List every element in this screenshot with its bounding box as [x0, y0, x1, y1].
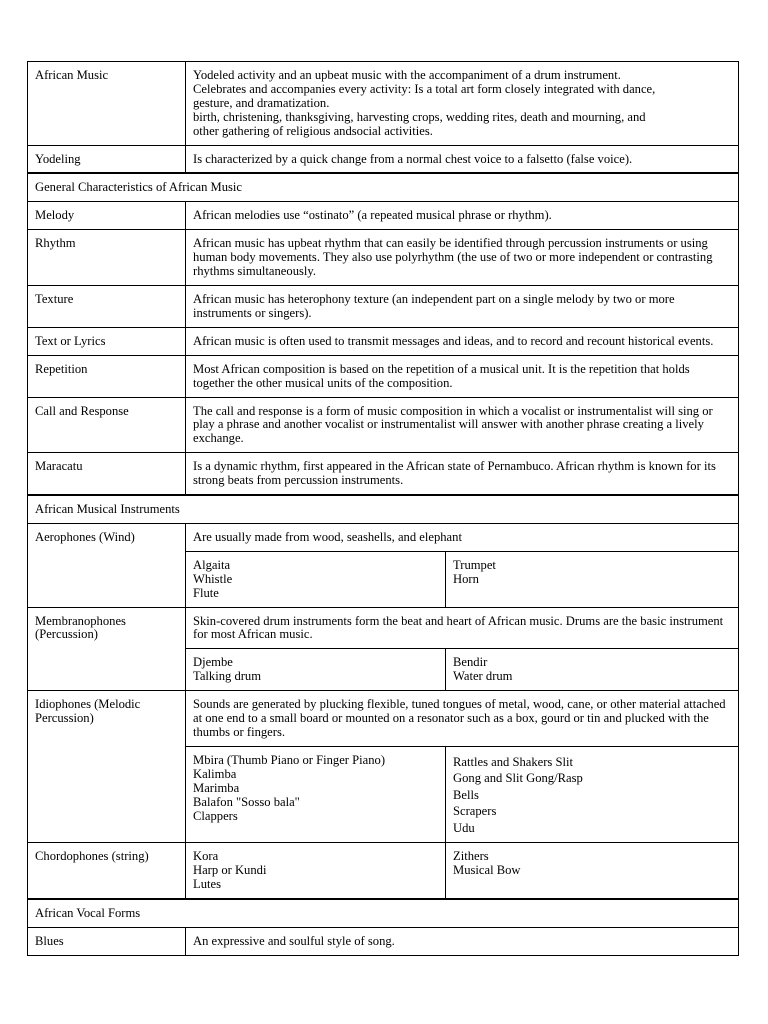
- instrument-name: Mbira (Thumb Piano or Finger Piano): [193, 752, 386, 767]
- row-yodeling: [28, 145, 739, 173]
- definition-line: birth, christening, thanksgiving, harvesting crops, wedding rites, death and mourning, and: [193, 109, 646, 124]
- term-cell: Membranophones (Percussion): [28, 607, 186, 691]
- definition-cell: African music is often used to transmit messages and ideas, and to record and recount historical events.: [186, 327, 739, 355]
- instrument-name: Whistle: [193, 571, 233, 586]
- examples-right: [446, 843, 738, 898]
- instrument-name: Talking drum: [193, 669, 262, 684]
- instrument-name: Gong and Slit Gong/Rasp: [453, 771, 583, 786]
- definition-cell: [186, 843, 739, 899]
- row-call-response: [28, 397, 739, 453]
- examples-left: [186, 649, 446, 690]
- instrument-description: Sounds are generated by plucking flexible, tuned tongues of metal, wood, cane, or other material attached at one end to a small board or mounted on a resonator such as a box, gourd or tin and plucked with the thumbs or fingers.: [193, 697, 726, 739]
- section-header-row: [28, 899, 739, 927]
- definition-line: Celebrates and accompanies every activity: Is a total art form closely integrated with dance,: [193, 81, 656, 96]
- row-aerophones: [28, 523, 739, 607]
- term-cell: Yodeling: [28, 145, 186, 173]
- music-notes-table: [27, 61, 739, 956]
- row-idiophones: [28, 691, 739, 843]
- examples-right: [446, 649, 738, 690]
- section-header-row: [28, 495, 739, 523]
- instrument-examples: [186, 648, 738, 690]
- definition-cell: [186, 62, 739, 146]
- definition-line: gesture, and dramatization.: [193, 95, 330, 110]
- term-cell: Maracatu: [28, 453, 186, 495]
- instrument-name: Lutes: [193, 877, 221, 892]
- examples-right: [446, 747, 738, 843]
- section-heading: African Vocal Forms: [28, 899, 739, 927]
- instrument-name: Bells: [453, 787, 479, 802]
- row-blues: [28, 928, 739, 956]
- instrument-name: Kalimba: [193, 766, 237, 781]
- instrument-examples: [186, 843, 738, 898]
- term-cell: Repetition: [28, 355, 186, 397]
- term-cell: Aerophones (Wind): [28, 523, 186, 607]
- instrument-name: Trumpet: [453, 557, 496, 572]
- instrument-name: Balafon "Sosso bala": [193, 794, 300, 809]
- section-heading: General Characteristics of African Music: [28, 173, 739, 201]
- definition-cell: African melodies use “ostinato” (a repeated musical phrase or rhythm).: [186, 202, 739, 230]
- row-rhythm: [28, 230, 739, 286]
- term-cell: Texture: [28, 285, 186, 327]
- definition-cell: African music has upbeat rhythm that can easily be identified through percussion instruments or using human body movements. They also use polyrhythm (the use of two or more independent or contrasting rhythms simultaneously.: [186, 230, 739, 286]
- definition-cell: African music has heterophony texture (an independent part on a single melody by two or more instruments or singers).: [186, 285, 739, 327]
- definition-line: Yodeled activity and an upbeat music with the accompaniment of a drum instrument.: [193, 68, 621, 82]
- examples-right: [446, 552, 738, 607]
- instrument-name: Bendir: [453, 655, 488, 670]
- definition-cell: The call and response is a form of music composition in which a vocalist or instrumentalist will sing or play a phrase and another vocalist or instrumentalist will answer with another phrase creating a lively exchange.: [186, 397, 739, 453]
- section-header-row: [28, 173, 739, 201]
- instrument-examples: [186, 551, 738, 607]
- instrument-name: Flute: [193, 585, 219, 600]
- term-cell: Idiophones (Melodic Percussion): [28, 691, 186, 843]
- instrument-name: Marimba: [193, 780, 240, 795]
- instrument-description: Are usually made from wood, seashells, and elephant: [193, 529, 462, 544]
- definition-cell: [186, 607, 739, 691]
- term-cell: Blues: [28, 928, 186, 956]
- definition-cell: Most African composition is based on the repetition of a musical unit. It is the repetition that holds together the other musical units of the composition.: [186, 355, 739, 397]
- instrument-name: Musical Bow: [453, 863, 521, 878]
- examples-left: [186, 747, 446, 843]
- definition-cell: An expressive and soulful style of song.: [186, 928, 739, 956]
- instrument-name: Harp or Kundi: [193, 863, 267, 878]
- term-cell: Chordophones (string): [28, 843, 186, 899]
- row-chordophones: [28, 843, 739, 899]
- instrument-name: Djembe: [193, 655, 233, 670]
- instrument-description: Skin-covered drum instruments form the beat and heart of African music. Drums are the basic instrument for most African music.: [193, 613, 724, 642]
- term-cell: African Music: [28, 62, 186, 146]
- row-text-lyrics: [28, 327, 739, 355]
- definition-line: other gathering of religious andsocial activities.: [193, 123, 433, 138]
- instrument-name: Water drum: [453, 669, 513, 684]
- definition-cell: [186, 523, 739, 607]
- term-cell: Rhythm: [28, 230, 186, 286]
- instrument-examples: [186, 746, 738, 843]
- instrument-name: Zithers: [453, 849, 489, 864]
- row-melody: [28, 202, 739, 230]
- term-cell: Melody: [28, 202, 186, 230]
- term-cell: Text or Lyrics: [28, 327, 186, 355]
- instrument-name: Clappers: [193, 808, 238, 823]
- instrument-name: Rattles and Shakers Slit: [453, 754, 573, 769]
- instrument-name: Algaita: [193, 557, 231, 572]
- row-maracatu: [28, 453, 739, 495]
- definition-cell: Is characterized by a quick change from a normal chest voice to a falsetto (false voice).: [186, 145, 739, 173]
- instrument-name: Kora: [193, 849, 219, 864]
- instrument-name: Udu: [453, 820, 475, 835]
- definition-cell: Is a dynamic rhythm, first appeared in the African state of Pernambuco. African rhythm is known for its strong beats from percussion instruments.: [186, 453, 739, 495]
- instrument-name: Horn: [453, 571, 479, 586]
- row-repetition: [28, 355, 739, 397]
- definition-cell: [186, 691, 739, 843]
- row-texture: [28, 285, 739, 327]
- instrument-name: Scrapers: [453, 804, 497, 819]
- section-heading: African Musical Instruments: [28, 495, 739, 523]
- examples-left: [186, 843, 446, 898]
- term-cell: Call and Response: [28, 397, 186, 453]
- row-african-music: [28, 62, 739, 146]
- row-membranophones: [28, 607, 739, 691]
- examples-left: [186, 552, 446, 607]
